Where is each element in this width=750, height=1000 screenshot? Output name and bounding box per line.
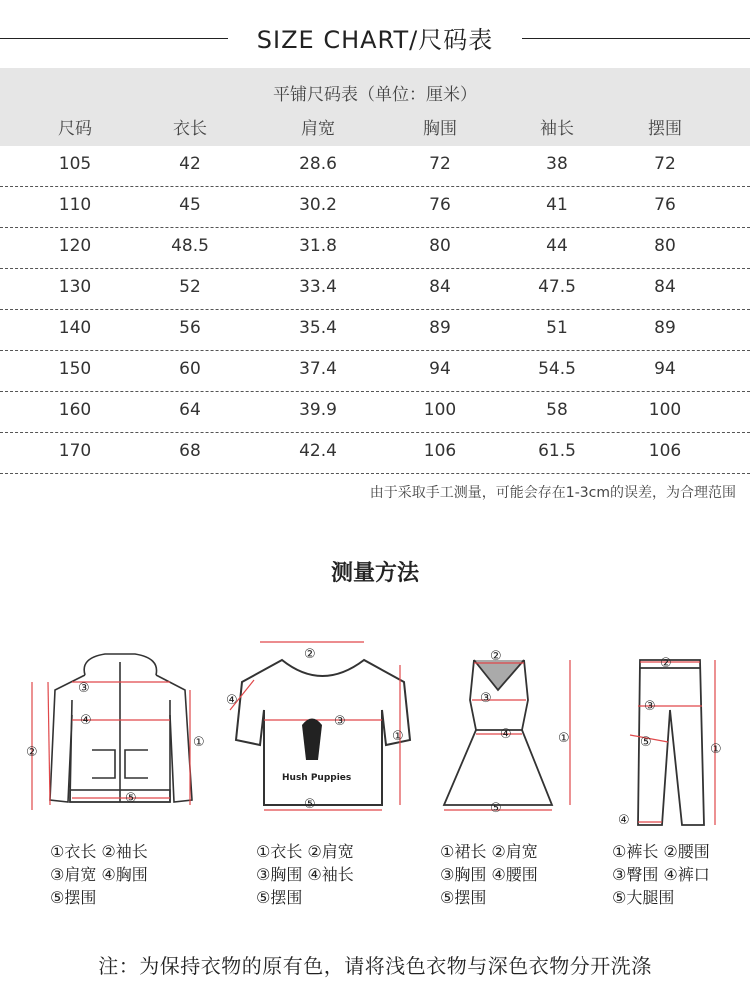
marker-1: ① bbox=[710, 742, 722, 757]
legend-line: ①裤长 ②腰围 bbox=[612, 842, 710, 861]
table-cell: 64 bbox=[179, 400, 201, 420]
header-divider-left bbox=[0, 38, 228, 39]
table-row bbox=[0, 310, 750, 351]
table-body bbox=[0, 146, 750, 474]
table-cell: 140 bbox=[58, 318, 92, 338]
table-header bbox=[0, 68, 750, 146]
table-cell: 89 bbox=[654, 318, 676, 338]
column-header: 尺码 bbox=[58, 119, 92, 139]
table-cell: 105 bbox=[58, 154, 92, 174]
hoodie-illustration bbox=[20, 620, 220, 820]
brand-label: Hush Puppies bbox=[282, 773, 352, 783]
table-cell: 47.5 bbox=[538, 277, 576, 297]
table-cell: 94 bbox=[429, 359, 451, 379]
dress-illustration bbox=[430, 620, 590, 820]
hoodie-icon bbox=[20, 620, 220, 820]
table-row bbox=[0, 392, 750, 433]
pants-legend bbox=[612, 840, 710, 909]
page-title: SIZE CHART/尺码表 bbox=[256, 26, 494, 54]
marker-4: ④ bbox=[226, 693, 238, 708]
table-cell: 80 bbox=[654, 236, 676, 256]
size-table bbox=[0, 68, 750, 474]
table-cell: 84 bbox=[654, 277, 676, 297]
marker-5: ⑤ bbox=[490, 801, 502, 816]
dog-logo-icon bbox=[302, 719, 322, 761]
table-row bbox=[0, 269, 750, 310]
marker-2: ② bbox=[660, 656, 672, 671]
legend-line: ①衣长 ②袖长 bbox=[50, 842, 148, 861]
marker-5: ⑤ bbox=[640, 735, 652, 750]
table-cell: 52 bbox=[179, 277, 201, 297]
header-divider-right bbox=[522, 38, 750, 39]
table-row bbox=[0, 351, 750, 392]
legend-line: ③胸围 ④腰围 bbox=[440, 865, 538, 884]
table-cell: 42 bbox=[179, 154, 201, 174]
dress-legend bbox=[440, 840, 538, 909]
legend-line: ③胸围 ④袖长 bbox=[256, 865, 354, 884]
marker-2: ② bbox=[490, 649, 502, 664]
table-cell: 39.9 bbox=[299, 400, 337, 420]
marker-3: ③ bbox=[644, 699, 656, 714]
table-cell: 60 bbox=[179, 359, 201, 379]
marker-5: ⑤ bbox=[125, 791, 137, 806]
marker-1: ① bbox=[558, 731, 570, 746]
table-cell: 84 bbox=[429, 277, 451, 297]
marker-1: ① bbox=[193, 735, 205, 750]
table-caption: 平铺尺码表（单位：厘米） bbox=[273, 85, 477, 105]
table-cell: 76 bbox=[429, 195, 451, 215]
legend-line: ①衣长 ②肩宽 bbox=[256, 842, 354, 861]
table-cell: 61.5 bbox=[538, 441, 576, 461]
tshirt-legend bbox=[256, 840, 354, 909]
washing-note: 注：为保持衣物的原有色，请将浅色衣物与深色衣物分开洗涤 bbox=[98, 954, 652, 978]
table-cell: 41 bbox=[546, 195, 568, 215]
column-header: 肩宽 bbox=[301, 119, 335, 139]
table-cell: 33.4 bbox=[299, 277, 337, 297]
table-row bbox=[0, 187, 750, 228]
table-cell: 42.4 bbox=[299, 441, 337, 461]
table-cell: 38 bbox=[546, 154, 568, 174]
marker-4: ④ bbox=[618, 813, 630, 828]
legend-line: ⑤大腿围 bbox=[612, 888, 675, 907]
legend-line: ①裙长 ②肩宽 bbox=[440, 842, 538, 861]
marker-4: ④ bbox=[80, 713, 92, 728]
table-row bbox=[0, 433, 750, 474]
table-cell: 110 bbox=[58, 195, 92, 215]
column-header: 摆围 bbox=[648, 119, 682, 139]
table-cell: 106 bbox=[423, 441, 457, 461]
marker-1: ① bbox=[392, 729, 404, 744]
table-cell: 89 bbox=[429, 318, 451, 338]
table-cell: 28.6 bbox=[299, 154, 337, 174]
hoodie-legend bbox=[50, 840, 148, 909]
pants-icon bbox=[610, 620, 740, 830]
table-cell: 72 bbox=[429, 154, 451, 174]
legend-line: ③臀围 ④裤口 bbox=[612, 865, 710, 884]
table-cell: 31.8 bbox=[299, 236, 337, 256]
table-cell: 94 bbox=[654, 359, 676, 379]
column-header-row bbox=[0, 114, 750, 138]
table-cell: 56 bbox=[179, 318, 201, 338]
method-title: 测量方法 bbox=[330, 561, 419, 586]
table-cell: 120 bbox=[58, 236, 92, 256]
table-row bbox=[0, 228, 750, 269]
size-chart-header bbox=[0, 0, 750, 72]
table-cell: 48.5 bbox=[171, 236, 209, 256]
column-header: 衣长 bbox=[173, 119, 207, 139]
pants-illustration bbox=[610, 620, 740, 830]
marker-2: ② bbox=[304, 647, 316, 662]
legend-line: ⑤摆围 bbox=[440, 888, 487, 907]
table-cell: 35.4 bbox=[299, 318, 337, 338]
table-cell: 100 bbox=[423, 400, 457, 420]
legend-line: ⑤摆围 bbox=[50, 888, 97, 907]
column-header: 胸围 bbox=[423, 119, 457, 139]
table-row bbox=[0, 146, 750, 187]
table-cell: 160 bbox=[58, 400, 92, 420]
dress-icon bbox=[430, 620, 590, 820]
table-cell: 54.5 bbox=[538, 359, 576, 379]
table-cell: 44 bbox=[546, 236, 568, 256]
marker-3: ③ bbox=[480, 691, 492, 706]
table-cell: 150 bbox=[58, 359, 92, 379]
legend-line: ⑤摆围 bbox=[256, 888, 303, 907]
marker-5: ⑤ bbox=[304, 797, 316, 812]
table-cell: 106 bbox=[648, 441, 682, 461]
marker-3: ③ bbox=[78, 681, 90, 696]
table-cell: 76 bbox=[654, 195, 676, 215]
table-cell: 51 bbox=[546, 318, 568, 338]
table-cell: 100 bbox=[648, 400, 682, 420]
table-cell: 170 bbox=[58, 441, 92, 461]
table-cell: 72 bbox=[654, 154, 676, 174]
marker-2: ② bbox=[26, 745, 38, 760]
column-header: 袖长 bbox=[540, 119, 574, 139]
table-cell: 45 bbox=[179, 195, 201, 215]
table-cell: 30.2 bbox=[299, 195, 337, 215]
table-cell: 80 bbox=[429, 236, 451, 256]
tshirt-icon bbox=[222, 620, 422, 820]
table-cell: 68 bbox=[179, 441, 201, 461]
legend-line: ③肩宽 ④胸围 bbox=[50, 865, 148, 884]
table-cell: 37.4 bbox=[299, 359, 337, 379]
marker-4: ④ bbox=[500, 727, 512, 742]
tshirt-illustration bbox=[222, 620, 422, 820]
measurement-note: 由于采取手工测量，可能会存在1-3cm的误差，为合理范围 bbox=[369, 485, 736, 501]
table-cell: 58 bbox=[546, 400, 568, 420]
marker-3: ③ bbox=[334, 714, 346, 729]
table-cell: 130 bbox=[58, 277, 92, 297]
